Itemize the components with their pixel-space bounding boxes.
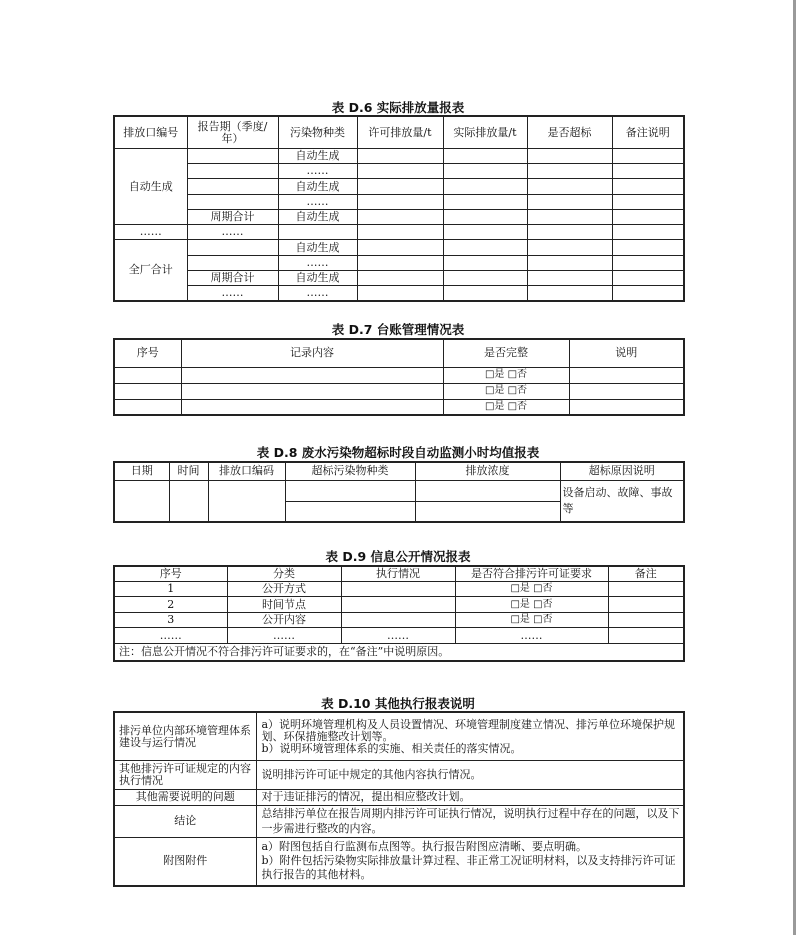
table-row [114, 712, 684, 761]
row-text-line: 对于违证排污的情况，提出相应整改计划。 [256, 790, 684, 805]
table-row [114, 149, 684, 164]
yes-no-checkbox-cell: □是 □否 [455, 597, 608, 612]
table-cell: 周期合计 [187, 270, 278, 285]
table-row [114, 286, 684, 301]
row-text-line: b）附件包括污染物实际排放量计算过程、非正常工况证明材料，以及支持排污许可证执行报告的其他材料。 [261, 854, 676, 882]
table-row [114, 399, 684, 415]
table-row [114, 805, 684, 837]
table-cell: 时间节点 [227, 597, 341, 612]
table-row [114, 581, 684, 596]
table-d7-caption: 表 D.7 台账管理情况表 [331, 322, 465, 337]
table-cell: 自动生成 [278, 179, 357, 194]
table-d6-caption: 表 D.6 实际排放量报表 [331, 100, 465, 115]
table-d7-ledger [113, 338, 685, 416]
table-cell: 周期合计 [187, 209, 278, 224]
col-header: 是否超标 [527, 116, 612, 149]
col-header: 实际排放量/t [443, 116, 527, 149]
row-label: 结论 [114, 805, 256, 837]
row-text-line: 总结排污单位在报告周期内排污许可证执行情况，说明执行过程中存在的问题，以及下一步需进行整改的内容。 [256, 805, 684, 837]
col-header: 排放口编码 [208, 462, 285, 480]
col-header: 序号 [114, 339, 181, 367]
table-row [114, 194, 684, 209]
row-label: 附图附件 [114, 837, 256, 886]
table-row [114, 837, 684, 886]
table-row [114, 367, 684, 383]
col-header: 报告期（季度/年） [187, 116, 278, 149]
table-d9-caption: 表 D.9 信息公开情况报表 [325, 549, 471, 564]
table-cell: 自动生成 [278, 240, 357, 255]
table-row [114, 164, 684, 179]
table-cell: …… [187, 286, 278, 301]
col-header: 超标污染物种类 [285, 462, 415, 480]
table-cell: 2 [114, 597, 227, 612]
table-d9-disclosure [113, 565, 685, 662]
col-header: 序号 [114, 566, 227, 581]
outlet-group-cell: 全厂合计 [114, 240, 187, 301]
col-header: 是否完整 [443, 339, 569, 367]
col-header: 日期 [114, 462, 169, 480]
table-note: 注：信息公开情况不符合排污许可证要求的，在“备注”中说明原因。 [114, 643, 684, 661]
table-row [114, 225, 684, 240]
table-row [114, 240, 684, 255]
row-text-line: 说明排污许可证中规定的其他内容执行情况。 [256, 761, 684, 790]
table-cell: …… [341, 628, 455, 643]
table-row [114, 612, 684, 627]
table-cell: …… [278, 255, 357, 270]
table-d10-other-reports [113, 711, 685, 887]
table-row [114, 597, 684, 612]
yes-no-checkbox-cell: □是 □否 [443, 367, 569, 383]
col-header: 排放口编号 [114, 116, 187, 149]
col-header: 超标原因说明 [560, 462, 684, 480]
table-row [114, 255, 684, 270]
col-header: 排放浓度 [415, 462, 560, 480]
table-row [114, 270, 684, 285]
outlet-group-cell: 自动生成 [114, 149, 187, 225]
table-d10-caption: 表 D.10 其他执行报表说明 [321, 696, 475, 711]
table-row [114, 761, 684, 790]
col-header: 分类 [227, 566, 341, 581]
row-label: 排污单位内部环境管理体系建设与运行情况 [114, 712, 256, 761]
col-header: 是否符合排污许可证要求 [455, 566, 608, 581]
row-text-line: b）说明环境管理体系的实施、相关责任的落实情况。 [261, 741, 522, 755]
yes-no-checkbox-cell: □是 □否 [443, 399, 569, 415]
table-cell: …… [114, 628, 227, 643]
row-text-line: a）附图包括自行监测布点图等。执行报告附图应清晰、要点明确。 [261, 840, 588, 854]
table-row [114, 179, 684, 194]
table-cell: …… [187, 225, 278, 240]
table-cell: 公开方式 [227, 581, 341, 596]
table-cell: …… [278, 286, 357, 301]
table-row [114, 209, 684, 224]
yes-no-checkbox-cell: □是 □否 [443, 383, 569, 399]
col-header: 污染物种类 [278, 116, 357, 149]
table-d8-exceedance [113, 461, 685, 523]
table-row [114, 383, 684, 399]
table-d6-actual-emissions [113, 115, 685, 302]
table-row [114, 480, 684, 501]
table-cell: 公开内容 [227, 612, 341, 627]
table-cell: …… [278, 164, 357, 179]
row-label: 其他需要说明的问题 [114, 790, 256, 805]
col-header: 备注说明 [612, 116, 684, 149]
table-cell: 自动生成 [278, 270, 357, 285]
table-row [114, 790, 684, 805]
table-cell: 自动生成 [278, 209, 357, 224]
yes-no-checkbox-cell: □是 □否 [455, 581, 608, 596]
row-text-line: a）说明环境管理机构及人员设置情况、环境管理制度建立情况、排污单位环境保护规划、环保措施整改计划等。 [261, 717, 676, 743]
table-cell: 3 [114, 612, 227, 627]
reason-cell: 设备启动、故障、事故等 [560, 480, 684, 522]
table-cell: 1 [114, 581, 227, 596]
row-label: 其他排污许可证规定的内容执行情况 [114, 761, 256, 790]
table-row [114, 628, 684, 643]
table-cell: …… [114, 225, 187, 240]
table-cell: 自动生成 [278, 149, 357, 164]
col-header: 许可排放量/t [357, 116, 443, 149]
col-header: 说明 [569, 339, 684, 367]
col-header: 记录内容 [181, 339, 443, 367]
col-header: 执行情况 [341, 566, 455, 581]
col-header: 时间 [169, 462, 208, 480]
yes-no-checkbox-cell: □是 □否 [455, 612, 608, 627]
table-d8-caption: 表 D.8 废水污染物超标时段自动监测小时均值报表 [256, 445, 540, 460]
table-cell: …… [455, 628, 608, 643]
table-cell: …… [227, 628, 341, 643]
table-cell: …… [278, 194, 357, 209]
col-header: 备注 [608, 566, 684, 581]
